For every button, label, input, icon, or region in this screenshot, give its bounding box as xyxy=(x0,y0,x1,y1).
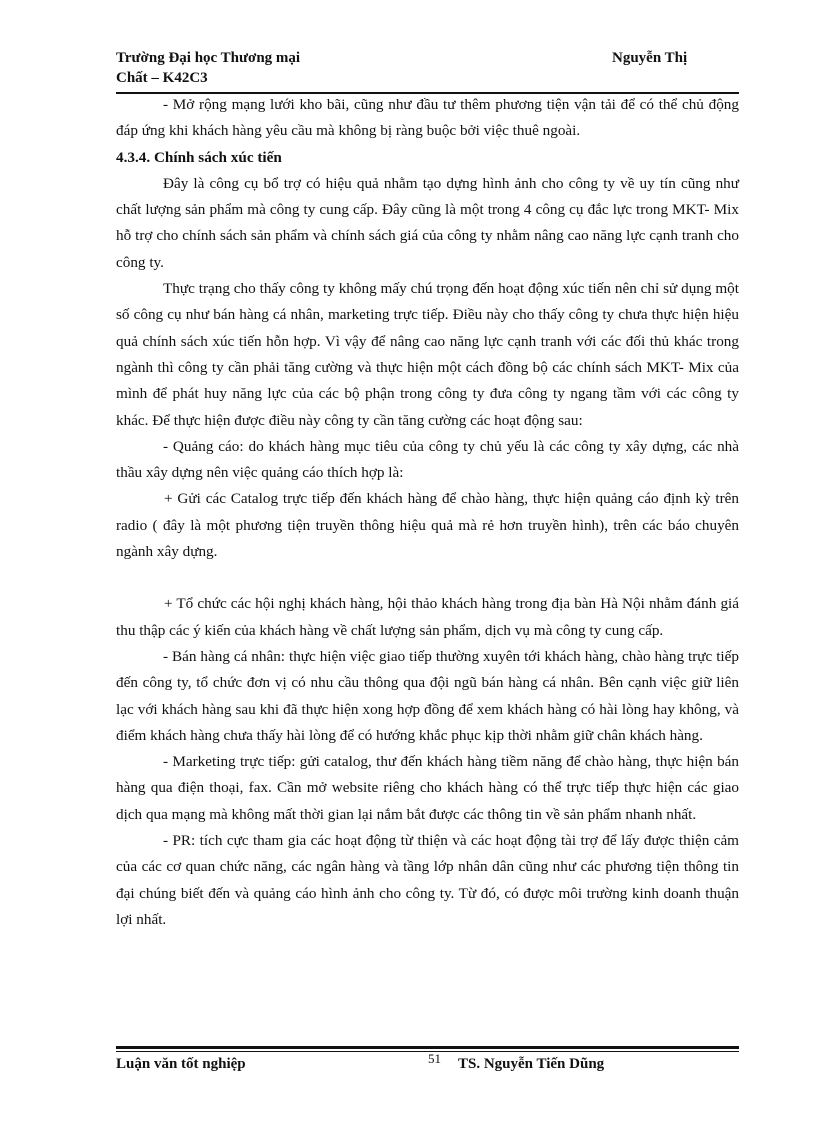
paragraph-pr: - PR: tích cực tham gia các hoạt động từ thiện và các hoạt động tài trợ để lấy được thiện cảm của các cơ quan chức năng, các ngân hàng và tầng lớp nhân dân cũng như các phương tiện thông tin đại chúng biết đến và quảng cáo hình ảnh cho công ty. Từ đó, có được môi trường kinh doanh thuận lợi nhất. xyxy=(116,832,739,928)
page-number: 51 xyxy=(428,1051,441,1066)
section-heading: 4.3.4. Chính sách xúc tiến xyxy=(116,148,282,166)
footer-supervisor: TS. Nguyễn Tiến Dũng xyxy=(458,1056,605,1072)
paragraph-advertising: - Quảng cáo: do khách hàng mục tiêu của công ty chủ yếu là các công ty xây dựng, các nhà thầu xây dựng nên việc quảng cáo thích hợp là: xyxy=(116,437,739,482)
header-author: Nguyễn Thị xyxy=(612,50,688,66)
footer-rule-thick xyxy=(116,1046,739,1049)
paragraph-personal-selling: - Bán hàng cá nhân: thực hiện việc giao tiếp thường xuyên tới khách hàng, chào hàng trực tiếp đến công ty, tổ chức đơn vị có nhu cầu thông qua đội ngũ bán hàng cá nhân. Bên cạnh việc giữ liên lạc với khách hàng sau khi đã thực hiện xong hợp đồng để xem khách hàng có hài lòng hay không, và điểm khách hàng chưa thấy hài lòng để có hướng khắc phục kịp thời nhằm giữ chân khách hàng. xyxy=(116,647,739,744)
paragraph-current-state: Thực trạng cho thấy công ty không mấy chú trọng đến hoạt động xúc tiến nên chỉ sử dụng một số công cụ như bán hàng cá nhân, marketing trực tiếp. Điều này cho thấy công ty chưa thực hiện hiệu quả chính sách xúc tiến hỗn hợp. Vì vậy để nâng cao năng lực cạnh tranh với các đối thủ khác trong ngành thì công ty cần phải tăng cường và thực hiện một cách đồng bộ các chính sách MKT- Mix của mình để phát huy năng lực của các bộ phận trong công ty đưa công ty ngang tầm với các công ty khác. Để thực hiện được điều này công ty cần tăng cường các hoạt động sau: xyxy=(116,280,739,429)
paragraph-warehouse: - Mở rộng mạng lưới kho bãi, cũng như đầu tư thêm phương tiện vận tải để có thể chủ động đáp ứng khi khách hàng yêu cầu mà không bị ràng buộc bởi việc thuê ngoài. xyxy=(116,96,739,140)
paragraph-catalog: + Gửi các Catalog trực tiếp đến khách hàng để chào hàng, thực hiện quảng cáo định kỳ trên radio ( đây là một phương tiện truyền thông hiệu quả mà rẻ hơn truyền hình), trên các báo chuyên ngành xây dựng. xyxy=(116,490,739,561)
header-author-continued: Chất – K42C3 xyxy=(116,70,208,86)
body-text xyxy=(116,92,739,933)
paragraph-intro: Đây là công cụ bổ trợ có hiệu quả nhằm tạo dựng hình ảnh cho công ty về uy tín cũng như chất lượng sản phẩm mà công ty cung cấp. Đây cũng là một trong 4 công cụ đắc lực trong MKT- Mix hỗ trợ cho chính sách sản phẩm và chính sách giá của công ty nhằm nâng cao năng lực cạnh tranh cho công ty. xyxy=(116,174,739,271)
paragraph-conferences: + Tổ chức các hội nghị khách hàng, hội thảo khách hàng trong địa bàn Hà Nội nhằm đánh giá thu thập các ý kiến của khách hàng về chất lượng sản phẩm, dịch vụ mà công ty cung cấp. xyxy=(116,595,739,639)
footer-thesis-label: Luận văn tốt nghiệp xyxy=(116,1056,246,1072)
header-school: Trường Đại học Thương mại xyxy=(116,50,301,66)
paragraph-direct-marketing: - Marketing trực tiếp: gửi catalog, thư đến khách hàng tiềm năng để chào hàng, thực hiện bán hàng qua điện thoại, fax. Cần mở website riêng cho khách hàng có thể trực tiếp thực hiện các giao dịch qua mạng mà không mất thời gian lại nắm bắt được các thông tin về sản phẩm nhanh nhất. xyxy=(116,753,739,823)
blank-line xyxy=(116,565,739,591)
